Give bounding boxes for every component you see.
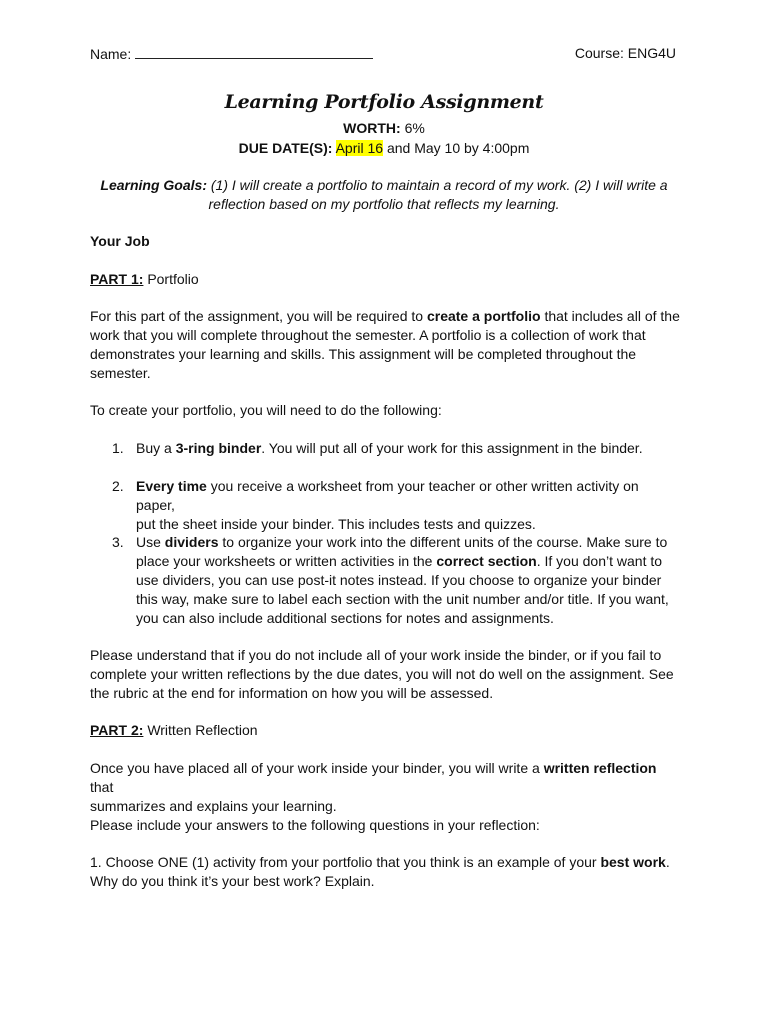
- course-label: Course: ENG4U: [574, 45, 676, 61]
- name-label: Name:: [90, 46, 132, 62]
- part2-questions-intro: Please include your answers to the following questions in your reflection:: [90, 817, 540, 833]
- part2-intro-paragraph: [90, 759, 680, 816]
- learning-goals-line-1: [0, 176, 768, 195]
- item3-text-f: this way, make sure to label each section with the unit number and/or title. If you want,: [136, 591, 669, 607]
- item3-text-b: to organize your work into the different units of the course. Make sure to: [222, 534, 668, 550]
- item1-text-a: Buy a: [136, 440, 172, 456]
- part2-p1-a: Once you have placed all of your work inside your binder, you will write a: [90, 760, 540, 776]
- item3-text-c: place your worksheets or written activities in the: [136, 553, 433, 569]
- part1-label: PART 1:: [90, 271, 144, 287]
- item3-text-g: you can also include additional sections for notes and assignments.: [136, 610, 554, 626]
- part1-title: Portfolio: [147, 271, 199, 287]
- part1-intro-c: work that you will complete throughout the semester. A portfolio is a collection of work that: [90, 327, 646, 343]
- warning-line-3: the rubric at the end for information on how you will be assessed.: [90, 685, 494, 701]
- learning-goals-label: Learning Goals:: [100, 177, 207, 193]
- part1-intro-a: For this part of the assignment, you will be required to: [90, 308, 424, 324]
- item1-text-b: . You will put all of your work for this assignment in the binder.: [261, 440, 643, 456]
- worth-label: WORTH:: [343, 120, 401, 136]
- list-item-number: 1.: [112, 440, 124, 456]
- warning-line-2: complete your written reflections by the due dates, you will not do well on the assignment. See: [90, 666, 674, 682]
- list-item: [90, 477, 680, 532]
- part2-p1-bold: written reflection: [543, 760, 657, 776]
- item2-bold: Every time: [136, 478, 207, 494]
- item3-text-a: Use: [136, 534, 161, 550]
- part2-p1-b: that: [90, 779, 114, 795]
- part1-intro-paragraph: [90, 307, 680, 383]
- part1-intro-e: semester.: [90, 365, 151, 381]
- document-title: Learning Portfolio Assignment: [224, 91, 544, 113]
- item2-text-b: put the sheet inside your binder. This includes tests and quizzes.: [136, 516, 536, 532]
- item3-bold2: correct section: [436, 553, 537, 569]
- part1-intro-bold: create a portfolio: [426, 308, 541, 324]
- worth-line: [0, 119, 768, 138]
- item2-text-a: you receive a worksheet from your teacher or other written activity on paper,: [136, 478, 639, 513]
- warning-line-1: Please understand that if you do not include all of your work inside the binder, or if you fail to: [90, 647, 662, 663]
- item3-bold: dividers: [164, 534, 219, 550]
- list-item-number: 2.: [112, 478, 124, 494]
- part1-todo-line: To create your portfolio, you will need to do the following:: [90, 402, 442, 418]
- question-1: [90, 853, 680, 891]
- item1-bold: 3-ring binder: [175, 440, 262, 456]
- item3-text-d: . If you don’t want to: [536, 553, 663, 569]
- part2-p1-c: summarizes and explains your learning.: [90, 798, 337, 814]
- warning-paragraph: [90, 646, 680, 703]
- your-job-heading: [90, 232, 680, 251]
- due-dates-line: [0, 139, 768, 158]
- part2-label: PART 2:: [90, 722, 144, 738]
- part1-heading: [90, 270, 680, 289]
- worth-value: 6%: [404, 120, 425, 136]
- name-blank-line: [135, 44, 373, 59]
- part2-heading: [90, 721, 680, 740]
- question1-bold: best work: [600, 854, 666, 870]
- due-label: DUE DATE(S):: [238, 140, 333, 156]
- your-job-text: Your Job: [90, 233, 150, 249]
- question1-text-a: 1. Choose ONE (1) activity from your portfolio that you think is an example of your: [90, 854, 597, 870]
- learning-goals-line-2: reflection based on my portfolio that reflects my learning.: [208, 196, 560, 212]
- name-field: [90, 44, 373, 64]
- list-item: [90, 439, 680, 459]
- part2-title: Written Reflection: [147, 722, 258, 738]
- part1-intro-b: that includes all of the: [544, 308, 680, 324]
- part1-intro-d: demonstrates your learning and skills. This assignment will be completed throughout the: [90, 346, 637, 362]
- question1-text-b: .: [665, 854, 670, 870]
- due-date-rest: and May 10 by 4:00pm: [386, 140, 530, 156]
- list-item-number: 3.: [112, 534, 124, 550]
- list-item: [90, 533, 680, 629]
- question1-text-c: Why do you think it’s your best work? Explain.: [90, 873, 375, 889]
- learning-goals-text-1: (1) I will create a portfolio to maintain a record of my work. (2) I will write a: [210, 177, 668, 193]
- item3-text-e: use dividers, you can use post-it notes instead. If you choose to organize your binder: [136, 572, 662, 588]
- due-date-highlight: April 16: [335, 140, 384, 156]
